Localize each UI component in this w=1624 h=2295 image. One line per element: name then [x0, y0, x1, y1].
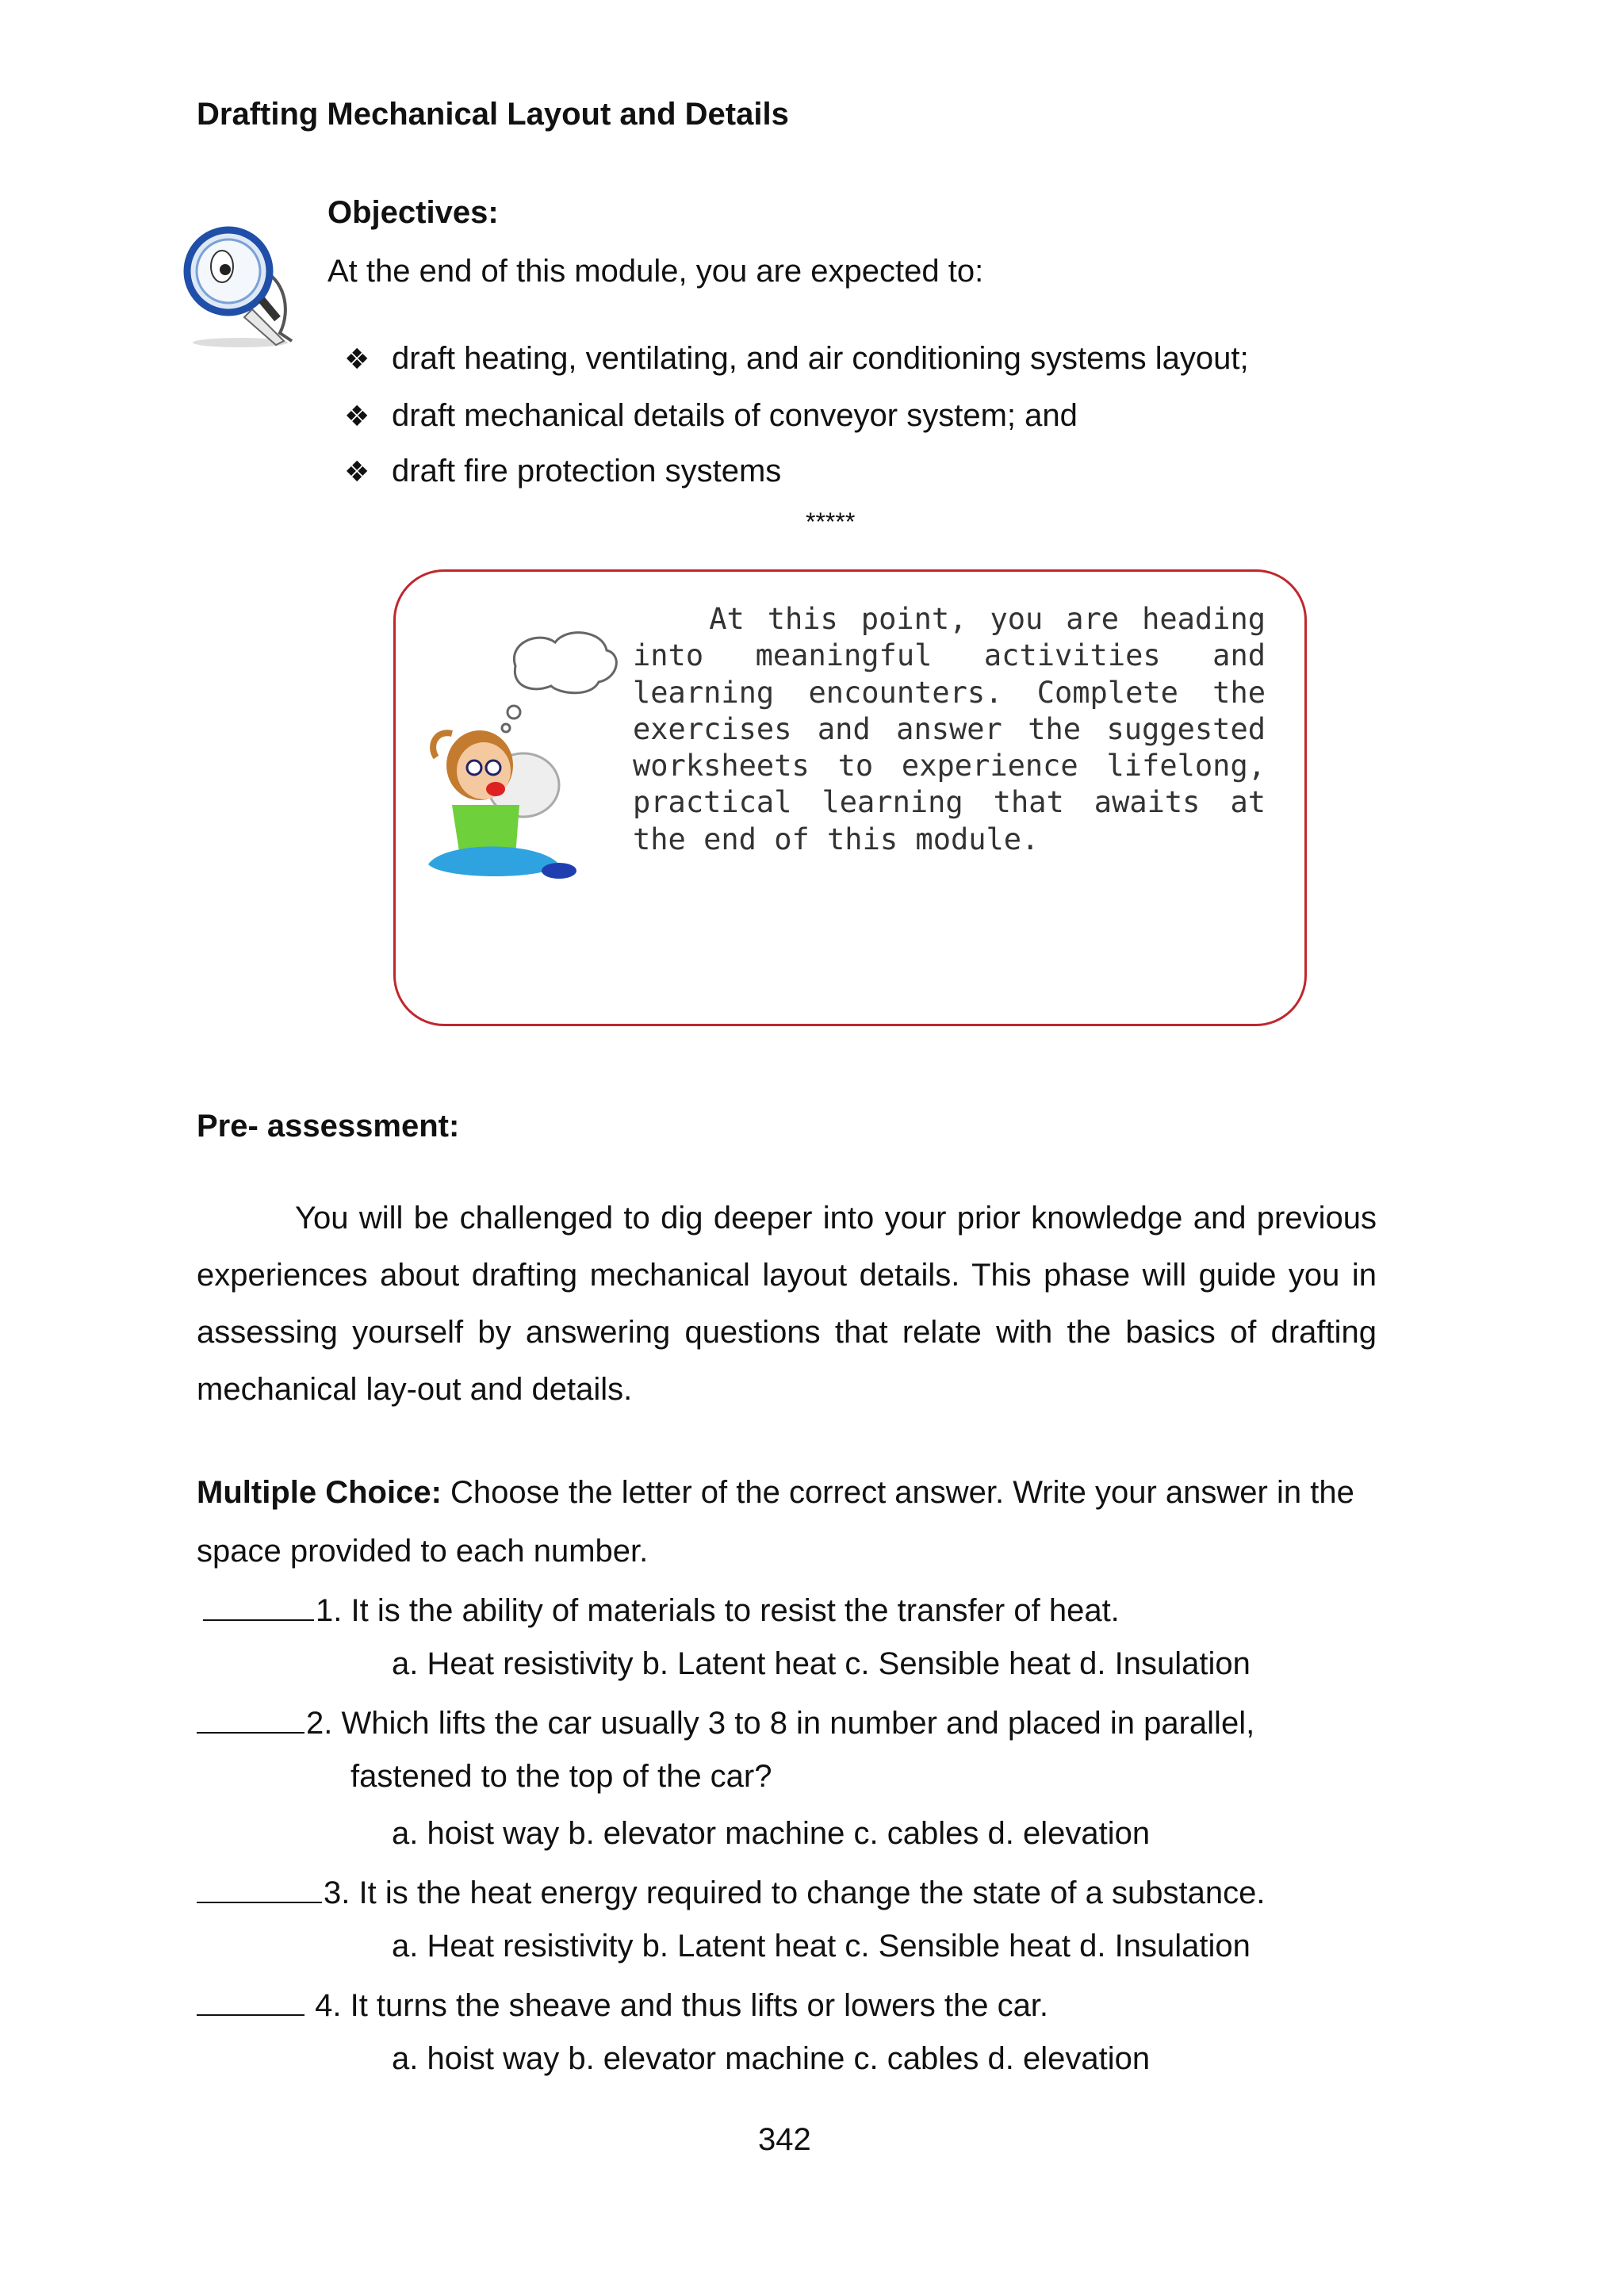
objectives-heading: Objectives: — [327, 195, 499, 230]
objective-item: ❖ draft fire protection systems — [344, 454, 782, 489]
multiple-choice-instruction: Multiple Choice: Choose the letter of the correct answer. Write your answer in the — [197, 1475, 1354, 1510]
question-1: 1. It is the ability of materials to resist the transfer of heat. — [203, 1591, 1120, 1629]
section-separator: ***** — [806, 508, 856, 536]
question-1-choices: a. Heat resistivity b. Latent heat c. Sensible heat d. Insulation — [392, 1646, 1251, 1681]
page-title: Drafting Mechanical Layout and Details — [197, 97, 789, 132]
objectives-intro: At the end of this module, you are expected to: — [327, 254, 984, 289]
page-number: 342 — [758, 2122, 811, 2157]
multiple-choice-instruction-cont: space provided to each number. — [197, 1534, 649, 1569]
question-4: 4. It turns the sheave and thus lifts or lowers the car. — [197, 1986, 1048, 2024]
question-2: 2. Which lifts the car usually 3 to 8 in number and placed in parallel, — [197, 1703, 1254, 1741]
question-4-choices: a. hoist way b. elevator machine c. cables d. elevation — [392, 2041, 1151, 2076]
question-3-choices: a. Heat resistivity b. Latent heat c. Sensible heat d. Insulation — [392, 1929, 1251, 1964]
magnifier-character-icon — [165, 222, 316, 349]
answer-blank[interactable] — [203, 1591, 314, 1621]
diamond-bullet-icon: ❖ — [344, 455, 370, 488]
objective-item: ❖ draft mechanical details of conveyor system; and — [344, 398, 1078, 433]
question-2-choices: a. hoist way b. elevator machine c. cables d. elevation — [392, 1816, 1151, 1851]
diamond-bullet-icon: ❖ — [344, 400, 370, 432]
multiple-choice-label: Multiple Choice: — [197, 1475, 442, 1510]
thinking-girl-icon — [420, 626, 619, 888]
question-2-continuation: fastened to the top of the car? — [350, 1759, 772, 1794]
diamond-bullet-icon: ❖ — [344, 343, 370, 375]
callout-text: At this point, you are heading into meaningful activities and learning encounters. Complete the exercises and answer the suggested worksheets to experience lifelong, practical learning that awaits at the end of this module. — [633, 602, 1266, 856]
answer-blank[interactable] — [197, 1873, 322, 1903]
answer-blank[interactable] — [197, 1986, 304, 2016]
question-3: 3. It is the heat energy required to change the state of a substance. — [197, 1873, 1265, 1911]
answer-blank[interactable] — [197, 1703, 304, 1734]
objective-item: ❖ draft heating, ventilating, and air conditioning systems layout; — [344, 341, 1249, 376]
pre-assessment-paragraph: You will be challenged to dig deeper into your prior knowledge and previous experiences about drafting mechanical layout details. This phase will guide you in assessing yourself by answering questions that relate with the basics of drafting mechanical lay-out and details. — [197, 1201, 1377, 1407]
pre-assessment-heading: Pre- assessment: — [197, 1109, 460, 1144]
